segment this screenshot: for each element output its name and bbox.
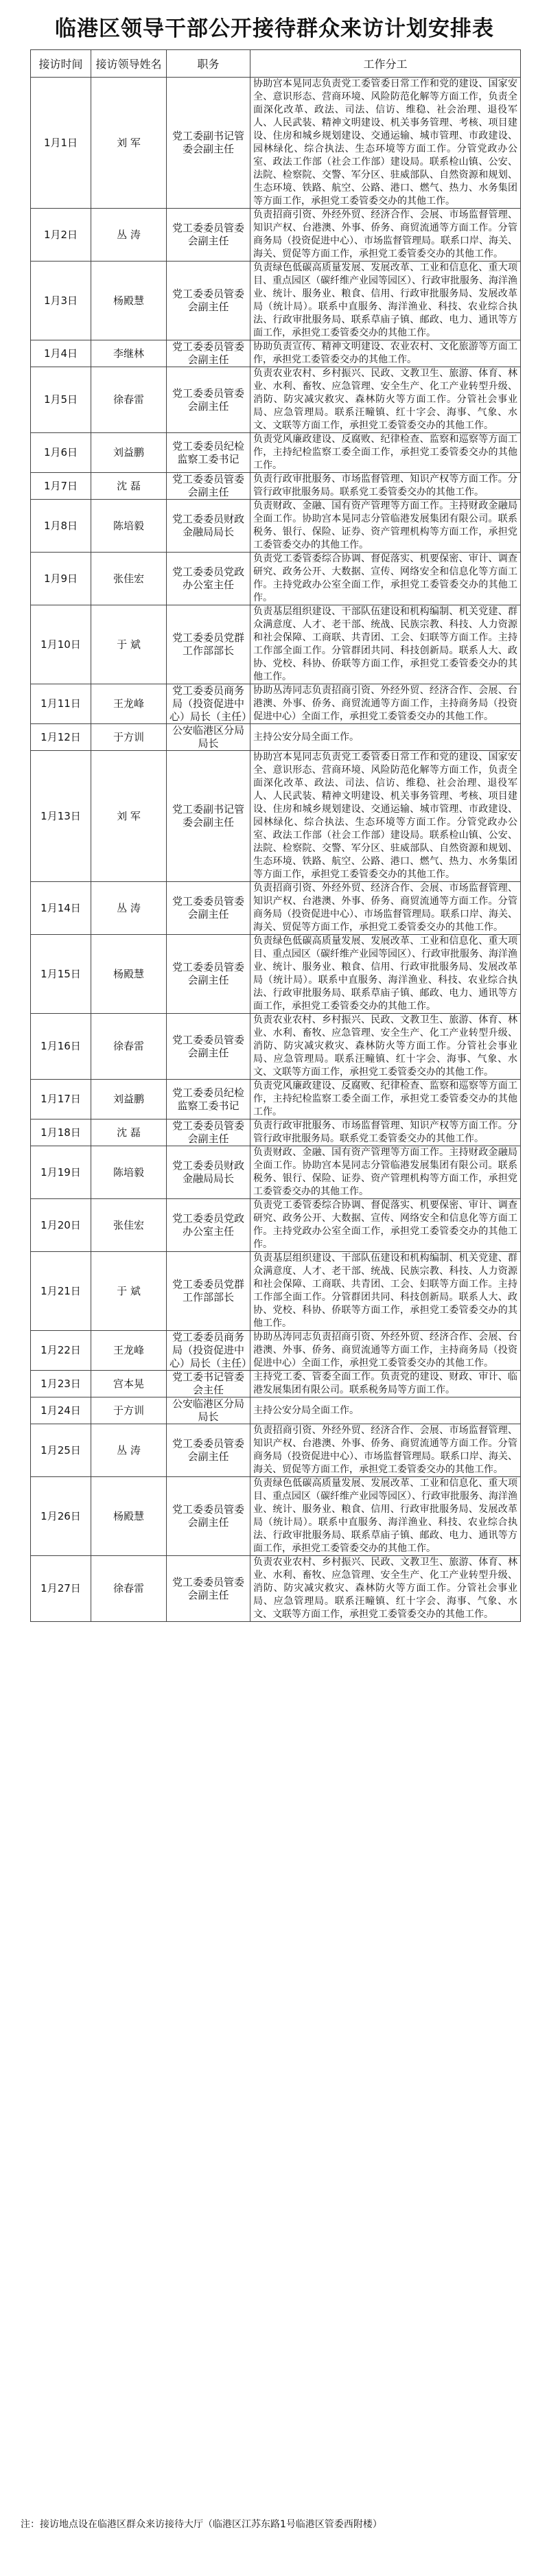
leader-cell: 杨殿慧 — [91, 935, 167, 1014]
leader-cell: 丛 涛 — [91, 209, 167, 262]
post-cell: 党工委委员财政金融局局长 — [167, 1146, 250, 1199]
table-row — [31, 1424, 521, 1477]
table-row — [31, 1331, 521, 1371]
post-cell: 党工委委员商务局（投资促进中心）局长（主任） — [167, 684, 250, 724]
duty-cell: 负责农业农村、乡村振兴、民政、文教卫生、旅游、体育、林业、水利、畜牧、应急管理、安全生产、化工产业转型升级、消防、防灾减灾救灾、森林防火等方面工作。分管社会事业局、应急管理局。联系汪疃镇、红十字会、海事、气象、水文、文联等方面工作，承担党工委管委交办的其他工作。 — [250, 1014, 521, 1080]
table-row — [31, 553, 521, 605]
date-cell: 1月15日 — [31, 935, 91, 1014]
table-row — [31, 367, 521, 433]
leader-cell: 徐春雷 — [91, 367, 167, 433]
post-cell: 党工委委员管委会副主任 — [167, 1556, 250, 1622]
duty-cell: 负责党风廉政建设、反腐败、纪律检查、监察和巡察等方面工作，主持纪检监察工委全面工作，承担党工委管委交办的其他工作。 — [250, 433, 521, 473]
table-row — [31, 1014, 521, 1080]
duty-cell: 负责绿色低碳高质量发展、发展改革、工业和信息化、重大项目、重点园区（碳纤维产业园等园区）、行政审批服务、海洋渔业、统计、服务业、粮食、信用、行政审批服务局、发展改革局（统计局）。联系中直服务、海洋渔业、科技、农业综合执法、行政审批服务局、联系草庙子镇、邮政、电力、通讯等方面工作，承担党工委管委交办的其他工作。 — [250, 1477, 521, 1556]
post-cell: 党工委委员管委会副主任 — [167, 367, 250, 433]
leader-cell: 于 斌 — [91, 605, 167, 684]
duty-cell: 协助宫本晃同志负责党工委管委日常工作和党的建设、国家安全、意识形态、营商环境、风险防范化解等方面工作，负责全面深化改革、政法、司法、信访、维稳、社会治理、退役军人、人民武装、精神文明建设、机关事务管理、考核、项目建设、住房和城乡规划建设、交通运输、城市管理、市政建设、园林绿化、综合执法、生态环境等方面工作。分管党政办公室、政法工作部（社会工作部）建设局。联系检山镇、公安、法院、检察院、交警、军分区、驻威部队、自然资源和规划、生态环境、铁路、航空、公路、港口、燃气、热力、水务集团等方面工作，承担党工委管委交办的其他工作。 — [250, 78, 521, 209]
leader-cell: 宫本晃 — [91, 1371, 167, 1397]
table-row — [31, 1477, 521, 1556]
post-cell: 党工委委员党群工作部部长 — [167, 605, 250, 684]
duty-cell: 负责行政审批服务、市场监督管理、知识产权等方面工作。分管行政审批服务局。联系党工委管委交办的其他工作。 — [250, 473, 521, 500]
table-header-row — [31, 50, 521, 78]
duty-cell: 主持党工委、管委全面工作。负责党的建设、财政、审计、临港发展集团有限公司。联系税务局等方面工作。 — [250, 1371, 521, 1397]
leader-cell: 王龙峰 — [91, 684, 167, 724]
date-cell: 1月19日 — [31, 1146, 91, 1199]
table-row — [31, 1199, 521, 1252]
table-row — [31, 1556, 521, 1622]
leader-cell: 陈培毅 — [91, 500, 167, 553]
table-row — [31, 473, 521, 500]
leader-cell: 王龙峰 — [91, 1331, 167, 1371]
post-cell: 党工委委员党群工作部部长 — [167, 1252, 250, 1331]
table-row — [31, 1146, 521, 1199]
table-row — [31, 262, 521, 340]
post-cell: 党工委委员管委会副主任 — [167, 882, 250, 935]
duty-cell: 负责招商引资、外经外贸、经济合作、会展、市场监督管理、知识产权、台港澳、外事、侨务、商贸流通等方面工作。分管商务局（投资促进中心）、市场监督管理局。联系口岸、海关、海关、贸促等方面工作，承担党工委管委交办的其他工作。 — [250, 209, 521, 262]
leader-cell: 刘 军 — [91, 751, 167, 882]
post-cell: 党工委副书记管委会副主任 — [167, 751, 250, 882]
post-cell: 党工委委员商务局（投资促进中心）局长（主任） — [167, 1331, 250, 1371]
date-cell: 1月7日 — [31, 473, 91, 500]
table-row — [31, 1397, 521, 1424]
column-header-duty: 工作分工 — [250, 50, 521, 78]
leader-cell: 沈 磊 — [91, 1119, 167, 1146]
date-cell: 1月16日 — [31, 1014, 91, 1080]
leader-cell: 于方训 — [91, 724, 167, 751]
leader-cell: 杨殿慧 — [91, 1477, 167, 1556]
duty-cell: 协助丛涛同志负责招商引资、外经外贸、经济合作、会展、台港澳、外事、侨务、商贸流通等方面工作，主持商务局（投资促进中心）全面工作，承担党工委管委交办的其他工作。 — [250, 1331, 521, 1371]
post-cell: 党工委委员党政办公室主任 — [167, 1199, 250, 1252]
date-cell: 1月5日 — [31, 367, 91, 433]
duty-cell: 负责党工委管委综合协调、督促落实、机要保密、审计、调查研究、政务公开、大数据、宣传、网络安全和信息化等方面工作。主持党政办公室全面工作，承担党工委管委交办的其他工作。 — [250, 553, 521, 605]
column-header-date: 接访时间 — [31, 50, 91, 78]
post-cell: 党工委委员纪检监察工委书记 — [167, 433, 250, 473]
table-row — [31, 209, 521, 262]
table-row — [31, 78, 521, 209]
table-row — [31, 724, 521, 751]
duty-cell: 主持公安分局全面工作。 — [250, 724, 521, 751]
table-row — [31, 1080, 521, 1119]
table-row — [31, 882, 521, 935]
date-cell: 1月13日 — [31, 751, 91, 882]
leader-cell: 徐春雷 — [91, 1556, 167, 1622]
duty-cell: 负责基层组织建设、干部队伍建设和机构编制、机关党建、群众满意度、人才、老干部、统战、民族宗教、科技、人力资源和社会保障、工商联、共青团、工会、妇联等方面工作。主持工作部全面工作。分管群团共同、科技创新局。联系人大、政协、党校、科协、侨联等方面工作，承担党工委管委交办的其他工作。 — [250, 605, 521, 684]
post-cell: 党工委委员管委会副主任 — [167, 935, 250, 1014]
post-cell: 党工委委员管委会副主任 — [167, 473, 250, 500]
leader-cell: 沈 磊 — [91, 473, 167, 500]
leader-cell: 刘益鹏 — [91, 1080, 167, 1119]
leader-cell: 于 斌 — [91, 1252, 167, 1331]
date-cell: 1月6日 — [31, 433, 91, 473]
date-cell: 1月17日 — [31, 1080, 91, 1119]
date-cell: 1月11日 — [31, 684, 91, 724]
post-cell: 党工委委员管委会副主任 — [167, 1477, 250, 1556]
table-row — [31, 433, 521, 473]
duty-cell: 协助宫本晃同志负责党工委管委日常工作和党的建设、国家安全、意识形态、营商环境、风险防范化解等方面工作，负责全面深化改革、政法、司法、信访、维稳、社会治理、退役军人、人民武装、精神文明建设、机关事务管理、考核、项目建设、住房和城乡规划建设、交通运输、城市管理、市政建设、园林绿化、综合执法、生态环境等方面工作。分管党政办公室、政法工作部（社会工作部）建设局。联系检山镇、公安、法院、检察院、交警、军分区、驻威部队、自然资源和规划、生态环境、铁路、航空、公路、港口、燃气、热力、水务集团等方面工作，承担党工委管委交办的其他工作。 — [250, 751, 521, 882]
date-cell: 1月8日 — [31, 500, 91, 553]
duty-cell: 负责财政、金融、国有资产管理等方面工作。主持财政金融局全面工作。协助宫本晃同志分管临港发展集团有限公司。联系税务、银行、保险、证券、资产管理机构等方面工作，承担党工委管委交办的其他工作。 — [250, 500, 521, 553]
post-cell: 党工委委员管委会副主任 — [167, 209, 250, 262]
table-row — [31, 684, 521, 724]
leader-cell: 杨殿慧 — [91, 262, 167, 340]
table-row — [31, 751, 521, 882]
table-row — [31, 935, 521, 1014]
table-row — [31, 1252, 521, 1331]
table-body — [31, 78, 521, 1622]
duty-cell: 负责绿色低碳高质量发展、发展改革、工业和信息化、重大项目、重点园区（碳纤维产业园等园区）、行政审批服务、海洋渔业、统计、服务业、粮食、信用、行政审批服务局、发展改革局（统计局）。联系中直服务、海洋渔业、科技、农业综合执法、行政审批服务局、联系草庙子镇、邮政、电力、通讯等方面工作，承担党工委管委交办的其他工作。 — [250, 262, 521, 340]
date-cell: 1月24日 — [31, 1397, 91, 1424]
duty-cell: 协助丛涛同志负责招商引资、外经外贸、经济合作、会展、台港澳、外事、侨务、商贸流通等方面工作，主持商务局（投资促进中心）全面工作，承担党工委管委交办的其他工作。 — [250, 684, 521, 724]
post-cell: 党工委委员管委会副主任 — [167, 1424, 250, 1477]
post-cell: 党工委委员管委会副主任 — [167, 1119, 250, 1146]
duty-cell: 负责党风廉政建设、反腐败、纪律检查、监察和巡察等方面工作，主持纪检监察工委全面工作，承担党工委管委交办的其他工作。 — [250, 1080, 521, 1119]
table-row — [31, 1119, 521, 1146]
post-cell: 党工委委员管委会副主任 — [167, 340, 250, 367]
leader-cell: 李继林 — [91, 340, 167, 367]
leader-cell: 丛 涛 — [91, 882, 167, 935]
table-row — [31, 605, 521, 684]
duty-cell: 负责招商引资、外经外贸、经济合作、会展、市场监督管理、知识产权、台港澳、外事、侨务、商贸流通等方面工作。分管商务局（投资促进中心）、市场监督管理局。联系口岸、海关、海关、贸促等方面工作，承担党工委管委交办的其他工作。 — [250, 882, 521, 935]
date-cell: 1月25日 — [31, 1424, 91, 1477]
reception-schedule-table — [30, 49, 521, 1622]
duty-cell: 负责招商引资、外经外贸、经济合作、会展、市场监督管理、知识产权、台港澳、外事、侨务、商贸流通等方面工作。分管商务局（投资促进中心）、市场监督管理局。联系口岸、海关、海关、贸促等方面工作，承担党工委管委交办的其他工作。 — [250, 1424, 521, 1477]
post-cell: 党工委委员管委会副主任 — [167, 1014, 250, 1080]
date-cell: 1月23日 — [31, 1371, 91, 1397]
post-cell: 党工委书记管委会主任 — [167, 1371, 250, 1397]
column-header-leader: 接访领导姓名 — [91, 50, 167, 78]
date-cell: 1月10日 — [31, 605, 91, 684]
leader-cell: 刘益鹏 — [91, 433, 167, 473]
date-cell: 1月12日 — [31, 724, 91, 751]
post-cell: 党工委副书记管委会副主任 — [167, 78, 250, 209]
table-row — [31, 340, 521, 367]
duty-cell: 负责绿色低碳高质量发展、发展改革、工业和信息化、重大项目、重点园区（碳纤维产业园等园区）、行政审批服务、海洋渔业、统计、服务业、粮食、信用、行政审批服务局、发展改革局（统计局）。联系中直服务、海洋渔业、科技、农业综合执法、行政审批服务局、联系草庙子镇、邮政、电力、通讯等方面工作，承担党工委管委交办的其他工作。 — [250, 935, 521, 1014]
date-cell: 1月2日 — [31, 209, 91, 262]
post-cell: 党工委委员管委会副主任 — [167, 262, 250, 340]
leader-cell: 陈培毅 — [91, 1146, 167, 1199]
duty-cell: 负责基层组织建设、干部队伍建设和机构编制、机关党建、群众满意度、人才、老干部、统战、民族宗教、科技、人力资源和社会保障、工商联、共青团、工会、妇联等方面工作。主持工作部全面工作。分管群团共同、科技创新局。联系人大、政协、党校、科协、侨联等方面工作，承担党工委管委交办的其他工作。 — [250, 1252, 521, 1331]
date-cell: 1月20日 — [31, 1199, 91, 1252]
footnote: 注：接访地点设在临港区群众来访接待大厅（临港区江苏东路1号临港区管委西附楼） — [21, 2519, 382, 2530]
post-cell: 党工委委员纪检监察工委书记 — [167, 1080, 250, 1119]
date-cell: 1月3日 — [31, 262, 91, 340]
table-row — [31, 500, 521, 553]
duty-cell: 主持公安分局全面工作。 — [250, 1397, 521, 1424]
date-cell: 1月22日 — [31, 1331, 91, 1371]
date-cell: 1月14日 — [31, 882, 91, 935]
leader-cell: 刘 军 — [91, 78, 167, 209]
duty-cell: 负责农业农村、乡村振兴、民政、文教卫生、旅游、体育、林业、水利、畜牧、应急管理、安全生产、化工产业转型升级、消防、防灾减灾救灾、森林防火等方面工作。分管社会事业局、应急管理局。联系汪疃镇、红十字会、海事、气象、水文、文联等方面工作，承担党工委管委交办的其他工作。 — [250, 1556, 521, 1622]
table-row — [31, 1371, 521, 1397]
page-title: 临港区领导干部公开接待群众来访计划安排表 — [55, 16, 494, 41]
leader-cell: 丛 涛 — [91, 1424, 167, 1477]
date-cell: 1月26日 — [31, 1477, 91, 1556]
leader-cell: 徐春雷 — [91, 1014, 167, 1080]
leader-cell: 张佳宏 — [91, 553, 167, 605]
post-cell: 党工委委员财政金融局局长 — [167, 500, 250, 553]
date-cell: 1月18日 — [31, 1119, 91, 1146]
post-cell: 公安临港区分局局长 — [167, 1397, 250, 1424]
leader-cell: 于方训 — [91, 1397, 167, 1424]
date-cell: 1月21日 — [31, 1252, 91, 1331]
duty-cell: 负责财政、金融、国有资产管理等方面工作。主持财政金融局全面工作。协助宫本晃同志分管临港发展集团有限公司。联系税务、银行、保险、证券、资产管理机构等方面工作，承担党工委管委交办的其他工作。 — [250, 1146, 521, 1199]
duty-cell: 协助负责宣传、精神文明建设、农业农村、文化旅游等方面工作，承担党工委管委交办的其他工作。 — [250, 340, 521, 367]
date-cell: 1月9日 — [31, 553, 91, 605]
duty-cell: 负责农业农村、乡村振兴、民政、文教卫生、旅游、体育、林业、水利、畜牧、应急管理、安全生产、化工产业转型升级、消防、防灾减灾救灾、森林防火等方面工作。分管社会事业局、应急管理局。联系汪疃镇、红十字会、海事、气象、水文、文联等方面工作，承担党工委管委交办的其他工作。 — [250, 367, 521, 433]
duty-cell: 负责行政审批服务、市场监督管理、知识产权等方面工作。分管行政审批服务局。联系党工委管委交办的其他工作。 — [250, 1119, 521, 1146]
date-cell: 1月4日 — [31, 340, 91, 367]
post-cell: 公安临港区分局局长 — [167, 724, 250, 751]
duty-cell: 负责党工委管委综合协调、督促落实、机要保密、审计、调查研究、政务公开、大数据、宣传、网络安全和信息化等方面工作。主持党政办公室全面工作，承担党工委管委交办的其他工作。 — [250, 1199, 521, 1252]
leader-cell: 张佳宏 — [91, 1199, 167, 1252]
date-cell: 1月1日 — [31, 78, 91, 209]
post-cell: 党工委委员党政办公室主任 — [167, 553, 250, 605]
date-cell: 1月27日 — [31, 1556, 91, 1622]
column-header-post: 职务 — [167, 50, 250, 78]
